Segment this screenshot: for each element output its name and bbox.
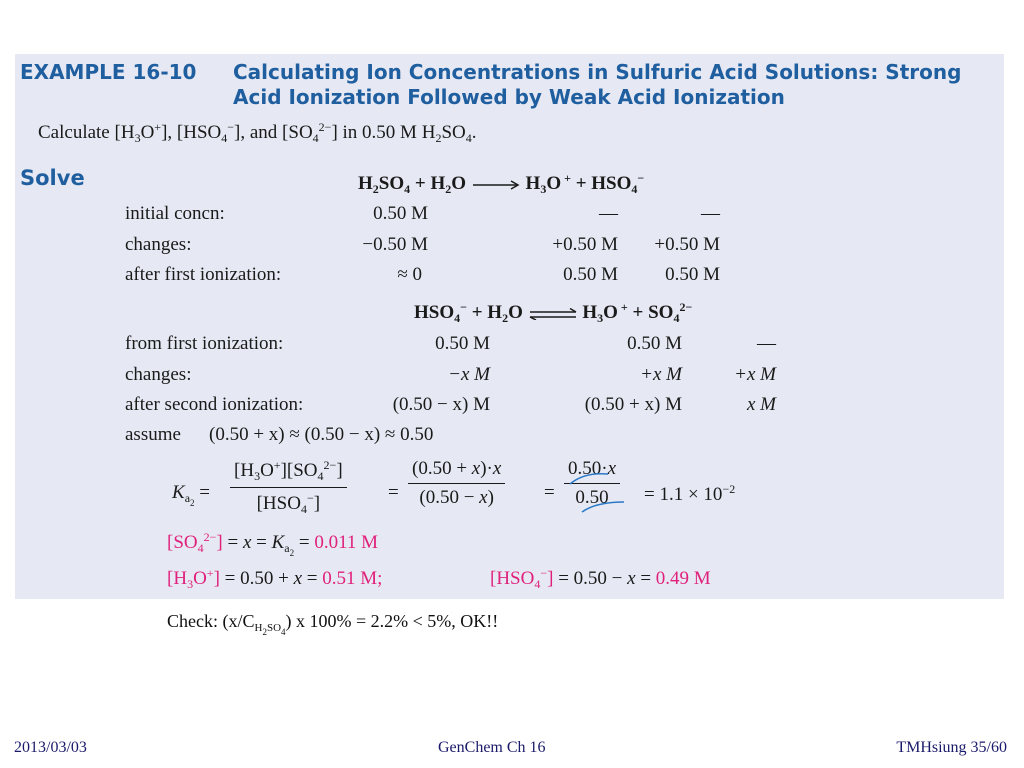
equals-sign: =: [388, 482, 399, 503]
row-label: initial concn:: [125, 203, 225, 224]
ka-result: = $1.1 \times 10^{-2}$: [644, 482, 736, 505]
cell: 0.50 M: [627, 333, 682, 354]
row-label: changes:: [125, 234, 192, 255]
cell: −x M: [448, 364, 490, 385]
row-label: changes:: [125, 364, 192, 385]
example-title: Calculating Ion Concentrations in Sulfuric Acid Solutions: Strong Acid Ionization Followed by Weak Acid Ionization: [233, 60, 962, 109]
right-arrow-icon: [471, 180, 521, 190]
ka-fraction-3: $\frac{0.50\cdot x}{0.50}$: [564, 458, 620, 509]
cell: —: [757, 333, 776, 354]
check-line: Check: $(x/C_{H_2SO_4})$ x 100% = 2.2% < 5%, OK!!: [167, 611, 499, 637]
cell: +x M: [734, 364, 776, 385]
cell: +x M: [640, 364, 682, 385]
footer-course: GenChem Ch 16: [438, 739, 546, 756]
equals-sign: =: [544, 482, 555, 503]
ka-fraction-1: $[H_3O^+][SO_4^{2-}]$ $[HSO_4^-]$: [230, 458, 347, 517]
example-label: EXAMPLE 16-10: [20, 60, 197, 84]
row-label: after first ionization:: [125, 264, 282, 285]
question-text: Calculate $[H_3O^+]$, $[HSO_4^-]$, and $[SO_4^{2-}]$ in 0.50 M $H_2SO_4$.: [38, 120, 477, 145]
result-hso4: $[HSO_4^-] = 0.50 - x = 0.49$ M: [490, 566, 711, 591]
ka-lhs: $K_{a_2}$ =: [172, 482, 210, 508]
cell: −0.50 M: [362, 234, 428, 255]
cell: x M: [746, 394, 776, 415]
reaction1-equation: $H_2SO_4 + H_2O$ $H_3O$ $^+ + HSO_4^-$: [358, 171, 645, 196]
cell: +0.50 M: [654, 234, 720, 255]
footer-date: 2013/03/03: [14, 739, 87, 756]
cell: +0.50 M: [552, 234, 618, 255]
cell: (0.50 − x) M: [392, 394, 490, 415]
reaction2-equation: $HSO_4^- + H_2O$ $H_3O$ $^+ + SO_4^{2-}$: [414, 300, 693, 325]
result-h3o: $[H_3O^+] = 0.50 + x = 0.51$ M;: [167, 566, 383, 591]
footer-author-page: TMHsiung 35/60: [896, 739, 1007, 756]
assume-expression: (0.50 + x) ≈ (0.50 − x) ≈ 0.50: [209, 424, 434, 445]
row-label: after second ionization:: [125, 394, 304, 415]
cell: —: [599, 203, 618, 224]
equilibrium-arrow-icon: [528, 308, 578, 320]
row-label: from first ionization:: [125, 333, 284, 354]
result-so4: $[SO_4^{2-}] = x = K_{a_2} = 0.011$ M: [167, 530, 379, 558]
cancel-marks-icon: [566, 462, 636, 522]
ka-fraction-2: $\frac{(0.50 + x)\cdot x}{(0.50 - x)}$: [408, 458, 505, 509]
cell: ≈ 0: [397, 264, 422, 285]
cell: 0.50 M: [373, 203, 428, 224]
cell: 0.50 M: [563, 264, 618, 285]
cell: —: [701, 203, 720, 224]
cell: (0.50 + x) M: [584, 394, 682, 415]
assume-label: assume: [125, 424, 181, 445]
cell: 0.50 M: [435, 333, 490, 354]
cell: 0.50 M: [665, 264, 720, 285]
solve-label: Solve: [20, 166, 85, 190]
